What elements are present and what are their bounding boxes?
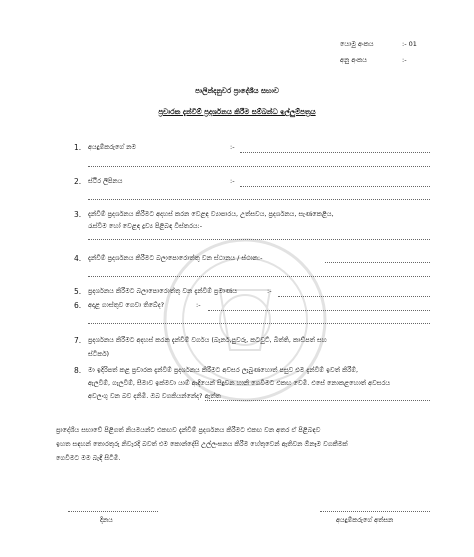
responsibility-field[interactable] xyxy=(205,400,430,401)
item-7-number: 7. xyxy=(74,336,82,345)
item-2-colon: :- xyxy=(230,177,235,185)
item-1-number: 1. xyxy=(74,143,82,152)
app-no-label: අනු අංකය xyxy=(340,56,367,64)
date-label: දිනය xyxy=(100,516,113,524)
item-3-label-line-2: රැස්වීම හෝ වෙළඳ ද්‍රව්‍ය පිළිබඳ විස්තරය:- xyxy=(88,222,203,230)
item-8-number: 8. xyxy=(74,366,82,375)
declaration-line-2: ඉහත සඳහන් තොරතුරු නිවැරදි බවත් එම කොන්දේසි උල්ලංඝනය කිරීම හේතුවෙන් ඇතිවන ඕනෑම වගකීමක් xyxy=(56,440,348,448)
item-7-label-line-1: ප්‍රදර්ශනය කිරීමට අදහස් කරන දැන්වීම් වර්ගය (බැනර්,පුවරු, කටවුට්, බිත්ති, කාඩ්පත් සහ xyxy=(88,336,327,344)
item-3-label-line-1: දැන්වීම් ප්‍රදර්ශනය කිරීමට අදහස් කරන වෙළඳ ව්‍යාපාරය, උත්සවය, ප්‍රදර්ශනය, සැණකෙළිය, xyxy=(88,210,334,218)
item-8-label-line-1: මා ඉදිරිපත් කළ ප්‍රචාරක දැන්වීම් ප්‍රදර්ශනය කිරීමට අවසර ලැබුණහොත් පසුව එම දැන්වීම් ඉවත් කිරීම්, xyxy=(88,366,359,374)
item-6-number: 6. xyxy=(74,301,82,310)
item-2-label: ස්ථිර ලිපිනය xyxy=(88,177,123,185)
item-2-number: 2. xyxy=(74,177,82,186)
fee-paid-field-continued[interactable] xyxy=(88,323,430,324)
description-field[interactable] xyxy=(88,239,430,240)
name-field[interactable] xyxy=(240,152,430,153)
item-1-colon: :- xyxy=(230,143,235,151)
item-5-colon: :- xyxy=(267,287,272,295)
item-5-number: 5. xyxy=(74,287,82,296)
item-8-label-line-3: අවලංගු වන බව දනිමි. ඔබ වගකියන්නේද? ඇත්ත xyxy=(88,392,221,400)
quantity-field[interactable] xyxy=(278,296,430,297)
ref-value: :- 01 xyxy=(402,40,417,48)
item-4-number: 4. xyxy=(74,254,82,263)
item-3-number: 3. xyxy=(74,210,82,219)
location-field[interactable] xyxy=(325,262,430,263)
item-6-colon: :- xyxy=(196,301,201,309)
item-7-label-line-2: ස්ටිකර්) xyxy=(88,350,110,358)
form-title: ප්‍රචාරක දැන්වීම් ප්‍රදර්ශනය කිරීම සම්බන්ධ ඉල්ලුම්පත්‍රය xyxy=(158,108,316,116)
item-1-label: අයදුම්කරුගේ නම xyxy=(88,143,137,151)
item-8-label-line-2: ඇලවීම්, ගැලවීම්, සීමාව ඉක්මවා යාම් ආදියෙන් සිදුවන හානි ගෙවීමට එකඟ වෙමි. එසේ නොකළහොත් අවසරය xyxy=(88,379,391,387)
signature-label: අයදුම්කරුගේ අත්සන xyxy=(336,516,394,524)
item-5-label: ප්‍රදර්ශනය කිරීමට බලාපොරොත්තු වන දැන්වීම් ප්‍රමාණය xyxy=(88,287,238,295)
address-field[interactable] xyxy=(240,186,430,187)
app-no-value: :- xyxy=(402,56,407,64)
council-title: පාලින්දනුවර ප්‍රාදේශීය සභාව xyxy=(195,87,279,95)
date-field[interactable] xyxy=(68,511,158,512)
fee-paid-field[interactable] xyxy=(208,310,430,311)
item-4-label: දැන්වීම් ප්‍රදර්ශනය කිරීමට බලාපොරොත්තු වන ස්ථානය / ස්ථාන:- xyxy=(88,254,263,262)
signature-field[interactable] xyxy=(320,511,430,512)
declaration-line-1: ප්‍රාදේශීය සභාවේ පිළිගත් නියමයන්ට එකඟව දැන්වීම් ප්‍රදර්ශනය කිරීමට එකඟ වන අතර ඒ පිළිබඳව xyxy=(56,426,321,434)
address-field-continued[interactable] xyxy=(88,199,430,200)
ref-label: යොමු අංකය xyxy=(340,40,374,48)
declaration-line-3: ගෙවීමට මම බැඳී සිටිමි. xyxy=(56,454,121,462)
name-field-continued[interactable] xyxy=(88,166,430,167)
location-field-continued[interactable] xyxy=(88,276,430,277)
item-6-label: අදාළ ගාස්තුව ගෙවා තිබේද? xyxy=(88,301,165,309)
